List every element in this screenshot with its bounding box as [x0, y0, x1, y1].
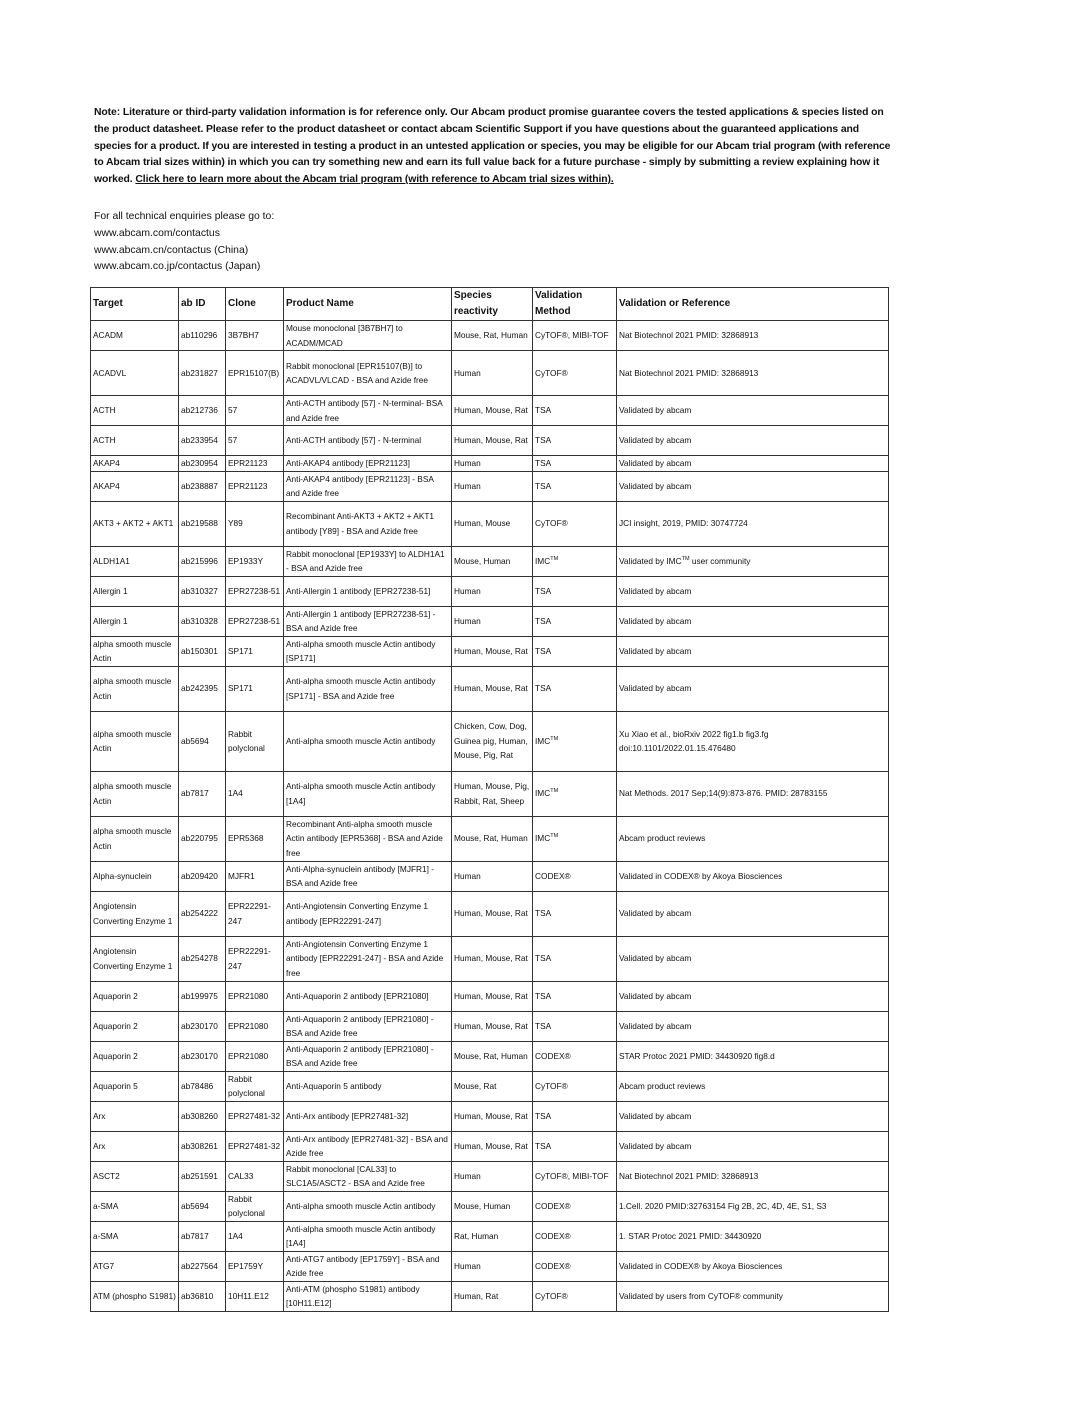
cell-product-name: Anti-alpha smooth muscle Actin antibody [1A4]	[284, 771, 452, 816]
cell-method: TSA	[533, 1101, 617, 1131]
cell-method: CyTOF®	[533, 1281, 617, 1311]
cell-reference: Validated by abcam	[617, 576, 889, 606]
cell-target: alpha smooth muscle Actin	[91, 711, 179, 771]
cell-method: CODEX®	[533, 1221, 617, 1251]
cell-reference: Validated by abcam	[617, 1131, 889, 1161]
cell-method: IMC™	[533, 771, 617, 816]
cell-clone: EPR21080	[226, 981, 284, 1011]
cell-clone: 57	[226, 396, 284, 426]
cell-target: Aquaporin 2	[91, 981, 179, 1011]
table-row	[91, 861, 889, 891]
cell-clone: EPR21123	[226, 471, 284, 501]
cell-ab-id: ab254278	[179, 936, 226, 981]
cell-product-name: Anti-alpha smooth muscle Actin antibody [SP171]	[284, 636, 452, 666]
cell-clone: Rabbit polyclonal	[226, 711, 284, 771]
cell-target: alpha smooth muscle Actin	[91, 816, 179, 861]
cell-target: a-SMA	[91, 1191, 179, 1221]
cell-reference: Validated by abcam	[617, 936, 889, 981]
cell-product-name: Anti-Angiotensin Converting Enzyme 1 antibody [EPR22291-247] - BSA and Azide free	[284, 936, 452, 981]
table-row	[91, 666, 889, 711]
cell-method: TSA	[533, 471, 617, 501]
cell-reference: Validated by abcam	[617, 396, 889, 426]
cell-product-name: Recombinant Anti-alpha smooth muscle Actin antibody [EPR5368] - BSA and Azide free	[284, 816, 452, 861]
cell-reference: Validated by abcam	[617, 606, 889, 636]
cell-target: Aquaporin 5	[91, 1071, 179, 1101]
table-row	[91, 891, 889, 936]
cell-ab-id: ab150301	[179, 636, 226, 666]
cell-ab-id: ab227564	[179, 1251, 226, 1281]
cell-reference: Nat Biotechnol 2021 PMID: 32868913	[617, 1161, 889, 1191]
cell-reference: Validated by abcam	[617, 426, 889, 456]
cell-clone: 1A4	[226, 771, 284, 816]
cell-ab-id: ab308260	[179, 1101, 226, 1131]
cell-reference: Nat Biotechnol 2021 PMID: 32868913	[617, 321, 889, 351]
cell-target: ALDH1A1	[91, 546, 179, 576]
table-row	[91, 1251, 889, 1281]
cell-product-name: Anti-Allergin 1 antibody [EPR27238-51]	[284, 576, 452, 606]
table-row	[91, 816, 889, 861]
cell-species: Human	[452, 456, 533, 472]
cell-ab-id: ab78486	[179, 1071, 226, 1101]
table-row	[91, 501, 889, 546]
cell-target: AKAP4	[91, 471, 179, 501]
cell-method: CyTOF®	[533, 351, 617, 396]
header-validation-method: Validation Method	[533, 288, 617, 321]
cell-product-name: Anti-ACTH antibody [57] - N-terminal- BSA and Azide free	[284, 396, 452, 426]
cell-target: AKT3 + AKT2 + AKT1	[91, 501, 179, 546]
cell-clone: EPR21080	[226, 1041, 284, 1071]
cell-product-name: Anti-Arx antibody [EPR27481-32] - BSA and Azide free	[284, 1131, 452, 1161]
cell-clone: EPR27238-51	[226, 576, 284, 606]
table-row	[91, 1131, 889, 1161]
cell-target: Allergin 1	[91, 576, 179, 606]
cell-target: Alpha-synuclein	[91, 861, 179, 891]
cell-species: Chicken, Cow, Dog, Guinea pig, Human, Mouse, Pig, Rat	[452, 711, 533, 771]
cell-reference: Validated in CODEX® by Akoya Biosciences	[617, 861, 889, 891]
cell-product-name: Rabbit monoclonal [EPR15107(B)] to ACADVL/VLCAD - BSA and Azide free	[284, 351, 452, 396]
cell-product-name: Anti-ATM (phospho S1981) antibody [10H11.E12]	[284, 1281, 452, 1311]
cell-product-name: Anti-Aquaporin 5 antibody	[284, 1071, 452, 1101]
cell-clone: EPR27481-32	[226, 1131, 284, 1161]
cell-reference: JCI insight, 2019, PMID: 30747724	[617, 501, 889, 546]
cell-target: Angiotensin Converting Enzyme 1	[91, 936, 179, 981]
cell-reference: Abcam product reviews	[617, 816, 889, 861]
cell-species: Rat, Human	[452, 1221, 533, 1251]
table-body	[91, 321, 889, 1312]
cell-ab-id: ab36810	[179, 1281, 226, 1311]
cell-species: Human, Mouse, Rat	[452, 636, 533, 666]
cell-method: CyTOF®, MIBI-TOF	[533, 321, 617, 351]
cell-ab-id: ab215996	[179, 546, 226, 576]
cell-target: ACADVL	[91, 351, 179, 396]
table-row	[91, 426, 889, 456]
cell-method: CODEX®	[533, 861, 617, 891]
contact-url-japan[interactable]: www.abcam.co.jp/contactus (Japan)	[94, 261, 261, 273]
cell-ab-id: ab238887	[179, 471, 226, 501]
cell-method: CODEX®	[533, 1251, 617, 1281]
cell-ab-id: ab7817	[179, 771, 226, 816]
cell-species: Human, Mouse, Rat	[452, 891, 533, 936]
cell-method: TSA	[533, 576, 617, 606]
cell-clone: EPR22291-247	[226, 936, 284, 981]
cell-product-name: Anti-Allergin 1 antibody [EPR27238-51] - BSA and Azide free	[284, 606, 452, 636]
cell-ab-id: ab310328	[179, 606, 226, 636]
header-validation-reference: Validation or Reference	[617, 288, 889, 321]
cell-method: TSA	[533, 1011, 617, 1041]
cell-product-name: Rabbit monoclonal [EP1933Y] to ALDH1A1 - BSA and Azide free	[284, 546, 452, 576]
cell-ab-id: ab209420	[179, 861, 226, 891]
cell-clone: 1A4	[226, 1221, 284, 1251]
cell-species: Human	[452, 1251, 533, 1281]
table-row	[91, 1011, 889, 1041]
cell-product-name: Anti-alpha smooth muscle Actin antibody	[284, 711, 452, 771]
cell-reference: Validated by abcam	[617, 981, 889, 1011]
table-row	[91, 1161, 889, 1191]
cell-method: IMC™	[533, 816, 617, 861]
cell-species: Mouse, Rat, Human	[452, 1041, 533, 1071]
cell-product-name: Anti-alpha smooth muscle Actin antibody [SP171] - BSA and Azide free	[284, 666, 452, 711]
cell-product-name: Anti-Alpha-synuclein antibody [MJFR1] - BSA and Azide free	[284, 861, 452, 891]
cell-target: ASCT2	[91, 1161, 179, 1191]
contact-intro: For all technical enquiries please go to:	[94, 211, 275, 222]
table-row	[91, 576, 889, 606]
cell-clone: EPR22291-247	[226, 891, 284, 936]
cell-species: Mouse, Human	[452, 546, 533, 576]
table-row	[91, 321, 889, 351]
contact-url-global[interactable]: www.abcam.com/contactus	[94, 227, 220, 239]
table-row	[91, 1071, 889, 1101]
cell-product-name: Rabbit monoclonal [CAL33] to SLC1A5/ASCT2 - BSA and Azide free	[284, 1161, 452, 1191]
cell-reference: Validated by abcam	[617, 636, 889, 666]
cell-target: ACADM	[91, 321, 179, 351]
cell-method: TSA	[533, 891, 617, 936]
cell-reference: Validated in CODEX® by Akoya Biosciences	[617, 1251, 889, 1281]
cell-ab-id: ab212736	[179, 396, 226, 426]
cell-ab-id: ab219588	[179, 501, 226, 546]
table-row	[91, 1281, 889, 1311]
table-row	[91, 396, 889, 426]
cell-reference: Nat Methods. 2017 Sep;14(9):873-876. PMID: 28783155	[617, 771, 889, 816]
cell-product-name: Anti-AKAP4 antibody [EPR21123] - BSA and Azide free	[284, 471, 452, 501]
cell-clone: MJFR1	[226, 861, 284, 891]
cell-target: alpha smooth muscle Actin	[91, 666, 179, 711]
cell-target: ACTH	[91, 426, 179, 456]
cell-ab-id: ab5694	[179, 711, 226, 771]
cell-species: Mouse, Rat, Human	[452, 321, 533, 351]
cell-ab-id: ab254222	[179, 891, 226, 936]
cell-species: Human, Mouse, Rat	[452, 666, 533, 711]
disclaimer-note	[94, 105, 894, 189]
header-clone: Clone	[226, 288, 284, 321]
cell-species: Human, Mouse, Rat	[452, 1131, 533, 1161]
cell-target: Aquaporin 2	[91, 1041, 179, 1071]
table-row	[91, 711, 889, 771]
contact-block	[94, 209, 694, 276]
table-row	[91, 546, 889, 576]
header-product-name: Product Name	[284, 288, 452, 321]
cell-target: ATM (phospho S1981)	[91, 1281, 179, 1311]
cell-ab-id: ab242395	[179, 666, 226, 711]
cell-clone: EPR27238-51	[226, 606, 284, 636]
table-row	[91, 936, 889, 981]
cell-target: alpha smooth muscle Actin	[91, 771, 179, 816]
table-row	[91, 1191, 889, 1221]
cell-product-name: Anti-ACTH antibody [57] - N-terminal	[284, 426, 452, 456]
cell-clone: EPR27481-32	[226, 1101, 284, 1131]
cell-method: TSA	[533, 936, 617, 981]
cell-product-name: Anti-alpha smooth muscle Actin antibody [1A4]	[284, 1221, 452, 1251]
cell-ab-id: ab233954	[179, 426, 226, 456]
cell-species: Human	[452, 576, 533, 606]
disclaimer-text: Note: Literature or third-party validation information is for reference only. Our Abcam product promise guarantee covers the tested applications & species listed on the product datasheet. Please refer to the product datasheet or contact abcam Scientific Support if you have questions about the guaranteed applications and species for a product. If you are interested in testing a product in an untested application or species, you may be eligible for our Abcam trial program (with reference to Abcam trial sizes within) in which you can try something new and earn its full value back for a future purchase - simply by submitting a review explaining how it worked.	[94, 107, 891, 186]
cell-clone: CAL33	[226, 1161, 284, 1191]
cell-clone: EP1759Y	[226, 1251, 284, 1281]
cell-species: Human, Mouse, Rat	[452, 936, 533, 981]
cell-species: Human, Mouse, Rat	[452, 426, 533, 456]
cell-species: Human, Mouse, Rat	[452, 1101, 533, 1131]
cell-clone: EPR21080	[226, 1011, 284, 1041]
cell-clone: Y89	[226, 501, 284, 546]
cell-product-name: Anti-Aquaporin 2 antibody [EPR21080]	[284, 981, 452, 1011]
table-row	[91, 351, 889, 396]
cell-product-name: Mouse monoclonal [3B7BH7] to ACADM/MCAD	[284, 321, 452, 351]
cell-clone: 57	[226, 426, 284, 456]
cell-reference: Abcam product reviews	[617, 1071, 889, 1101]
cell-method: IMC™	[533, 711, 617, 771]
cell-ab-id: ab220795	[179, 816, 226, 861]
cell-ab-id: ab230170	[179, 1011, 226, 1041]
cell-clone: EPR21123	[226, 456, 284, 472]
cell-reference: Validated by abcam	[617, 456, 889, 472]
cell-product-name: Recombinant Anti-AKT3 + AKT2 + AKT1 antibody [Y89] - BSA and Azide free	[284, 501, 452, 546]
cell-species: Mouse, Human	[452, 1191, 533, 1221]
cell-species: Human, Mouse, Pig, Rabbit, Rat, Sheep	[452, 771, 533, 816]
cell-ab-id: ab230954	[179, 456, 226, 472]
cell-method: CyTOF®, MIBI-TOF	[533, 1161, 617, 1191]
cell-reference: Nat Biotechnol 2021 PMID: 32868913	[617, 351, 889, 396]
cell-target: Arx	[91, 1131, 179, 1161]
cell-method: CODEX®	[533, 1041, 617, 1071]
table-row	[91, 606, 889, 636]
cell-reference: 1. STAR Protoc 2021 PMID: 34430920	[617, 1221, 889, 1251]
cell-target: Arx	[91, 1101, 179, 1131]
cell-target: ATG7	[91, 1251, 179, 1281]
cell-ab-id: ab308261	[179, 1131, 226, 1161]
cell-ab-id: ab199975	[179, 981, 226, 1011]
cell-ab-id: ab7817	[179, 1221, 226, 1251]
cell-method: IMC™	[533, 546, 617, 576]
cell-method: TSA	[533, 1131, 617, 1161]
cell-clone: SP171	[226, 666, 284, 711]
contact-url-china[interactable]: www.abcam.cn/contactus (China)	[94, 244, 249, 256]
cell-reference: Xu Xiao et al., bioRxiv 2022 fig1.b fig3.fg doi:10.1101/2022.01.15.476480	[617, 711, 889, 771]
cell-ab-id: ab251591	[179, 1161, 226, 1191]
trial-program-link[interactable]: Click here to learn more about the Abcam trial program (with reference to Abcam trial sizes within).	[135, 174, 614, 186]
cell-clone: EPR15107(B)	[226, 351, 284, 396]
cell-method: CyTOF®	[533, 501, 617, 546]
table-row	[91, 1221, 889, 1251]
validation-table	[90, 287, 889, 1312]
cell-method: CODEX®	[533, 1191, 617, 1221]
cell-species: Human	[452, 606, 533, 636]
cell-species: Human, Rat	[452, 1281, 533, 1311]
cell-reference: 1.Cell. 2020 PMID:32763154 Fig 2B, 2C, 4D, 4E, S1, S3	[617, 1191, 889, 1221]
cell-target: ACTH	[91, 396, 179, 426]
cell-species: Mouse, Rat, Human	[452, 816, 533, 861]
cell-species: Human, Mouse	[452, 501, 533, 546]
cell-reference: Validated by IMC™ user community	[617, 546, 889, 576]
cell-clone: 3B7BH7	[226, 321, 284, 351]
cell-reference: Validated by abcam	[617, 666, 889, 711]
cell-target: a-SMA	[91, 1221, 179, 1251]
cell-reference: Validated by users from CyTOF® community	[617, 1281, 889, 1311]
header-species-reactivity: Species reactivity	[452, 288, 533, 321]
cell-reference: Validated by abcam	[617, 1101, 889, 1131]
cell-ab-id: ab230170	[179, 1041, 226, 1071]
cell-reference: Validated by abcam	[617, 1011, 889, 1041]
cell-species: Human	[452, 1161, 533, 1191]
cell-clone: EPR5368	[226, 816, 284, 861]
cell-clone: Rabbit polyclonal	[226, 1191, 284, 1221]
cell-method: TSA	[533, 396, 617, 426]
table-row	[91, 1041, 889, 1071]
cell-reference: STAR Protoc 2021 PMID: 34430920 fig8.d	[617, 1041, 889, 1071]
cell-species: Human, Mouse, Rat	[452, 396, 533, 426]
table-row	[91, 771, 889, 816]
cell-method: TSA	[533, 666, 617, 711]
cell-species: Mouse, Rat	[452, 1071, 533, 1101]
cell-ab-id: ab231827	[179, 351, 226, 396]
cell-clone: SP171	[226, 636, 284, 666]
cell-method: TSA	[533, 981, 617, 1011]
cell-target: Aquaporin 2	[91, 1011, 179, 1041]
header-target: Target	[91, 288, 179, 321]
cell-method: TSA	[533, 636, 617, 666]
cell-reference: Validated by abcam	[617, 471, 889, 501]
table-row	[91, 1101, 889, 1131]
cell-product-name: Anti-Angiotensin Converting Enzyme 1 antibody [EPR22291-247]	[284, 891, 452, 936]
cell-target: alpha smooth muscle Actin	[91, 636, 179, 666]
cell-species: Human	[452, 471, 533, 501]
cell-product-name: Anti-Aquaporin 2 antibody [EPR21080] - BSA and Azide free	[284, 1011, 452, 1041]
cell-method: TSA	[533, 606, 617, 636]
cell-ab-id: ab5694	[179, 1191, 226, 1221]
cell-target: AKAP4	[91, 456, 179, 472]
header-ab-id: ab ID	[179, 288, 226, 321]
cell-clone: 10H11.E12	[226, 1281, 284, 1311]
table-row	[91, 981, 889, 1011]
cell-target: Allergin 1	[91, 606, 179, 636]
table-row	[91, 636, 889, 666]
cell-method: TSA	[533, 426, 617, 456]
cell-product-name: Anti-ATG7 antibody [EP1759Y] - BSA and Azide free	[284, 1251, 452, 1281]
cell-ab-id: ab110296	[179, 321, 226, 351]
cell-product-name: Anti-AKAP4 antibody [EPR21123]	[284, 456, 452, 472]
cell-product-name: Anti-alpha smooth muscle Actin antibody	[284, 1191, 452, 1221]
cell-species: Human, Mouse, Rat	[452, 1011, 533, 1041]
cell-product-name: Anti-Aquaporin 2 antibody [EPR21080] - BSA and Azide free	[284, 1041, 452, 1071]
cell-ab-id: ab310327	[179, 576, 226, 606]
cell-species: Human	[452, 351, 533, 396]
cell-species: Human, Mouse, Rat	[452, 981, 533, 1011]
table-row	[91, 471, 889, 501]
cell-method: TSA	[533, 456, 617, 472]
table-row	[91, 456, 889, 472]
cell-species: Human	[452, 861, 533, 891]
cell-clone: Rabbit polyclonal	[226, 1071, 284, 1101]
cell-reference: Validated by abcam	[617, 891, 889, 936]
cell-clone: EP1933Y	[226, 546, 284, 576]
table-header-row	[91, 288, 889, 321]
cell-product-name: Anti-Arx antibody [EPR27481-32]	[284, 1101, 452, 1131]
cell-target: Angiotensin Converting Enzyme 1	[91, 891, 179, 936]
cell-method: CyTOF®	[533, 1071, 617, 1101]
